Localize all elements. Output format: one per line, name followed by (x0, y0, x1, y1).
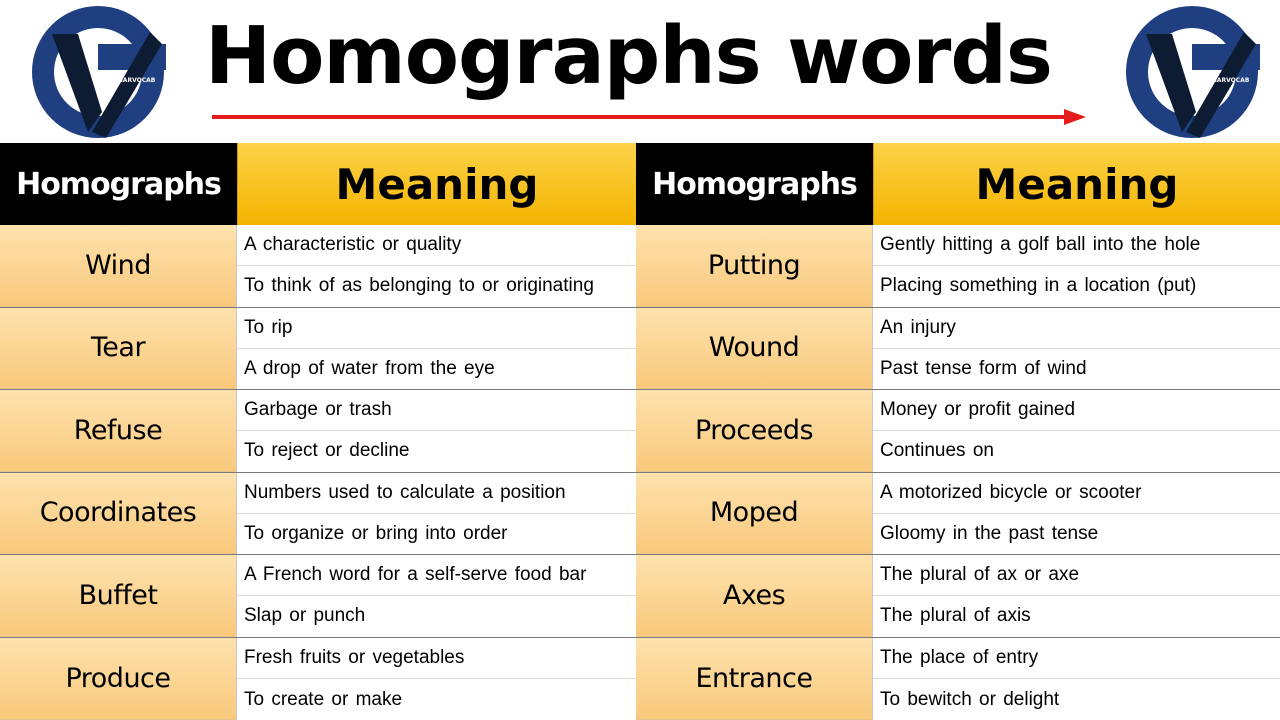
header-homographs: Homographs (0, 143, 237, 225)
meaning-text: The plural of ax or axe (873, 555, 1280, 596)
meaning-text: An injury (873, 308, 1280, 349)
table-row (636, 638, 1280, 720)
meaning-text: Gently hitting a golf ball into the hole (873, 225, 1280, 266)
homograph-word: Buffet (0, 555, 237, 637)
meaning-text: Fresh fruits or vegetables (237, 638, 636, 680)
table-row (0, 473, 636, 556)
meaning-text: Slap or punch (244, 605, 366, 627)
homograph-word: Proceeds (636, 390, 873, 472)
homographs-table-left (0, 143, 636, 720)
meaning-text: To rip (237, 308, 636, 349)
meaning-text: Garbage or trash (237, 390, 636, 431)
table-row (636, 473, 1280, 556)
meaning-text: Past tense form of wind (880, 357, 1087, 379)
arrow-icon (212, 106, 1086, 128)
table-row (0, 390, 636, 473)
table-row (0, 638, 636, 720)
table-row (0, 308, 636, 391)
meaning-text: A characteristic or quality (237, 225, 636, 266)
grammarvocab-logo-left (30, 4, 166, 140)
homograph-word: Wound (636, 308, 873, 390)
table-row (636, 555, 1280, 638)
header-homographs: Homographs (636, 143, 873, 225)
table-row (0, 555, 636, 638)
header-meaning: Meaning (873, 143, 1280, 225)
meaning-text: Gloomy in the past tense (880, 522, 1099, 544)
meaning-text: The plural of axis (880, 605, 1031, 627)
meaning-text: Money or profit gained (873, 390, 1280, 431)
homograph-word: Moped (636, 473, 873, 555)
meaning-text: To organize or bring into order (244, 522, 508, 544)
homograph-word: Tear (0, 308, 237, 390)
svg-text:GRAMMARVOCAB: GRAMMARVOCAB (1190, 77, 1250, 84)
table-row (636, 308, 1280, 391)
meaning-text: Numbers used to calculate a position (237, 473, 636, 514)
table-header (0, 143, 636, 225)
meaning-text: To think of as belonging to or originating (244, 275, 594, 297)
homograph-word: Putting (636, 225, 873, 307)
header-meaning: Meaning (237, 143, 636, 225)
homograph-word: Produce (0, 638, 237, 720)
meaning-text: The place of entry (873, 638, 1280, 680)
homograph-word: Entrance (636, 638, 873, 720)
grammarvocab-logo-right (1124, 4, 1260, 140)
homograph-word: Coordinates (0, 473, 237, 555)
meaning-text: A drop of water from the eye (244, 357, 495, 379)
meaning-text: To bewitch or delight (880, 688, 1060, 710)
meaning-text: To reject or decline (244, 440, 410, 462)
svg-text:GRAMMARVOCAB: GRAMMARVOCAB (96, 77, 156, 84)
meaning-text: To create or make (244, 688, 403, 710)
homograph-word: Axes (636, 555, 873, 637)
table-row (0, 225, 636, 308)
table-row (636, 390, 1280, 473)
meaning-text: A motorized bicycle or scooter (873, 473, 1280, 514)
table-header (636, 143, 1280, 225)
page-title: Homographs words (205, 10, 1052, 102)
meaning-text: Continues on (880, 440, 994, 462)
homograph-word: Refuse (0, 390, 237, 472)
homographs-table-right (636, 143, 1280, 720)
table-row (636, 225, 1280, 308)
homograph-word: Wind (0, 225, 237, 307)
meaning-text: Placing something in a location (put) (880, 275, 1197, 297)
meaning-text: A French word for a self-serve food bar (237, 555, 636, 596)
